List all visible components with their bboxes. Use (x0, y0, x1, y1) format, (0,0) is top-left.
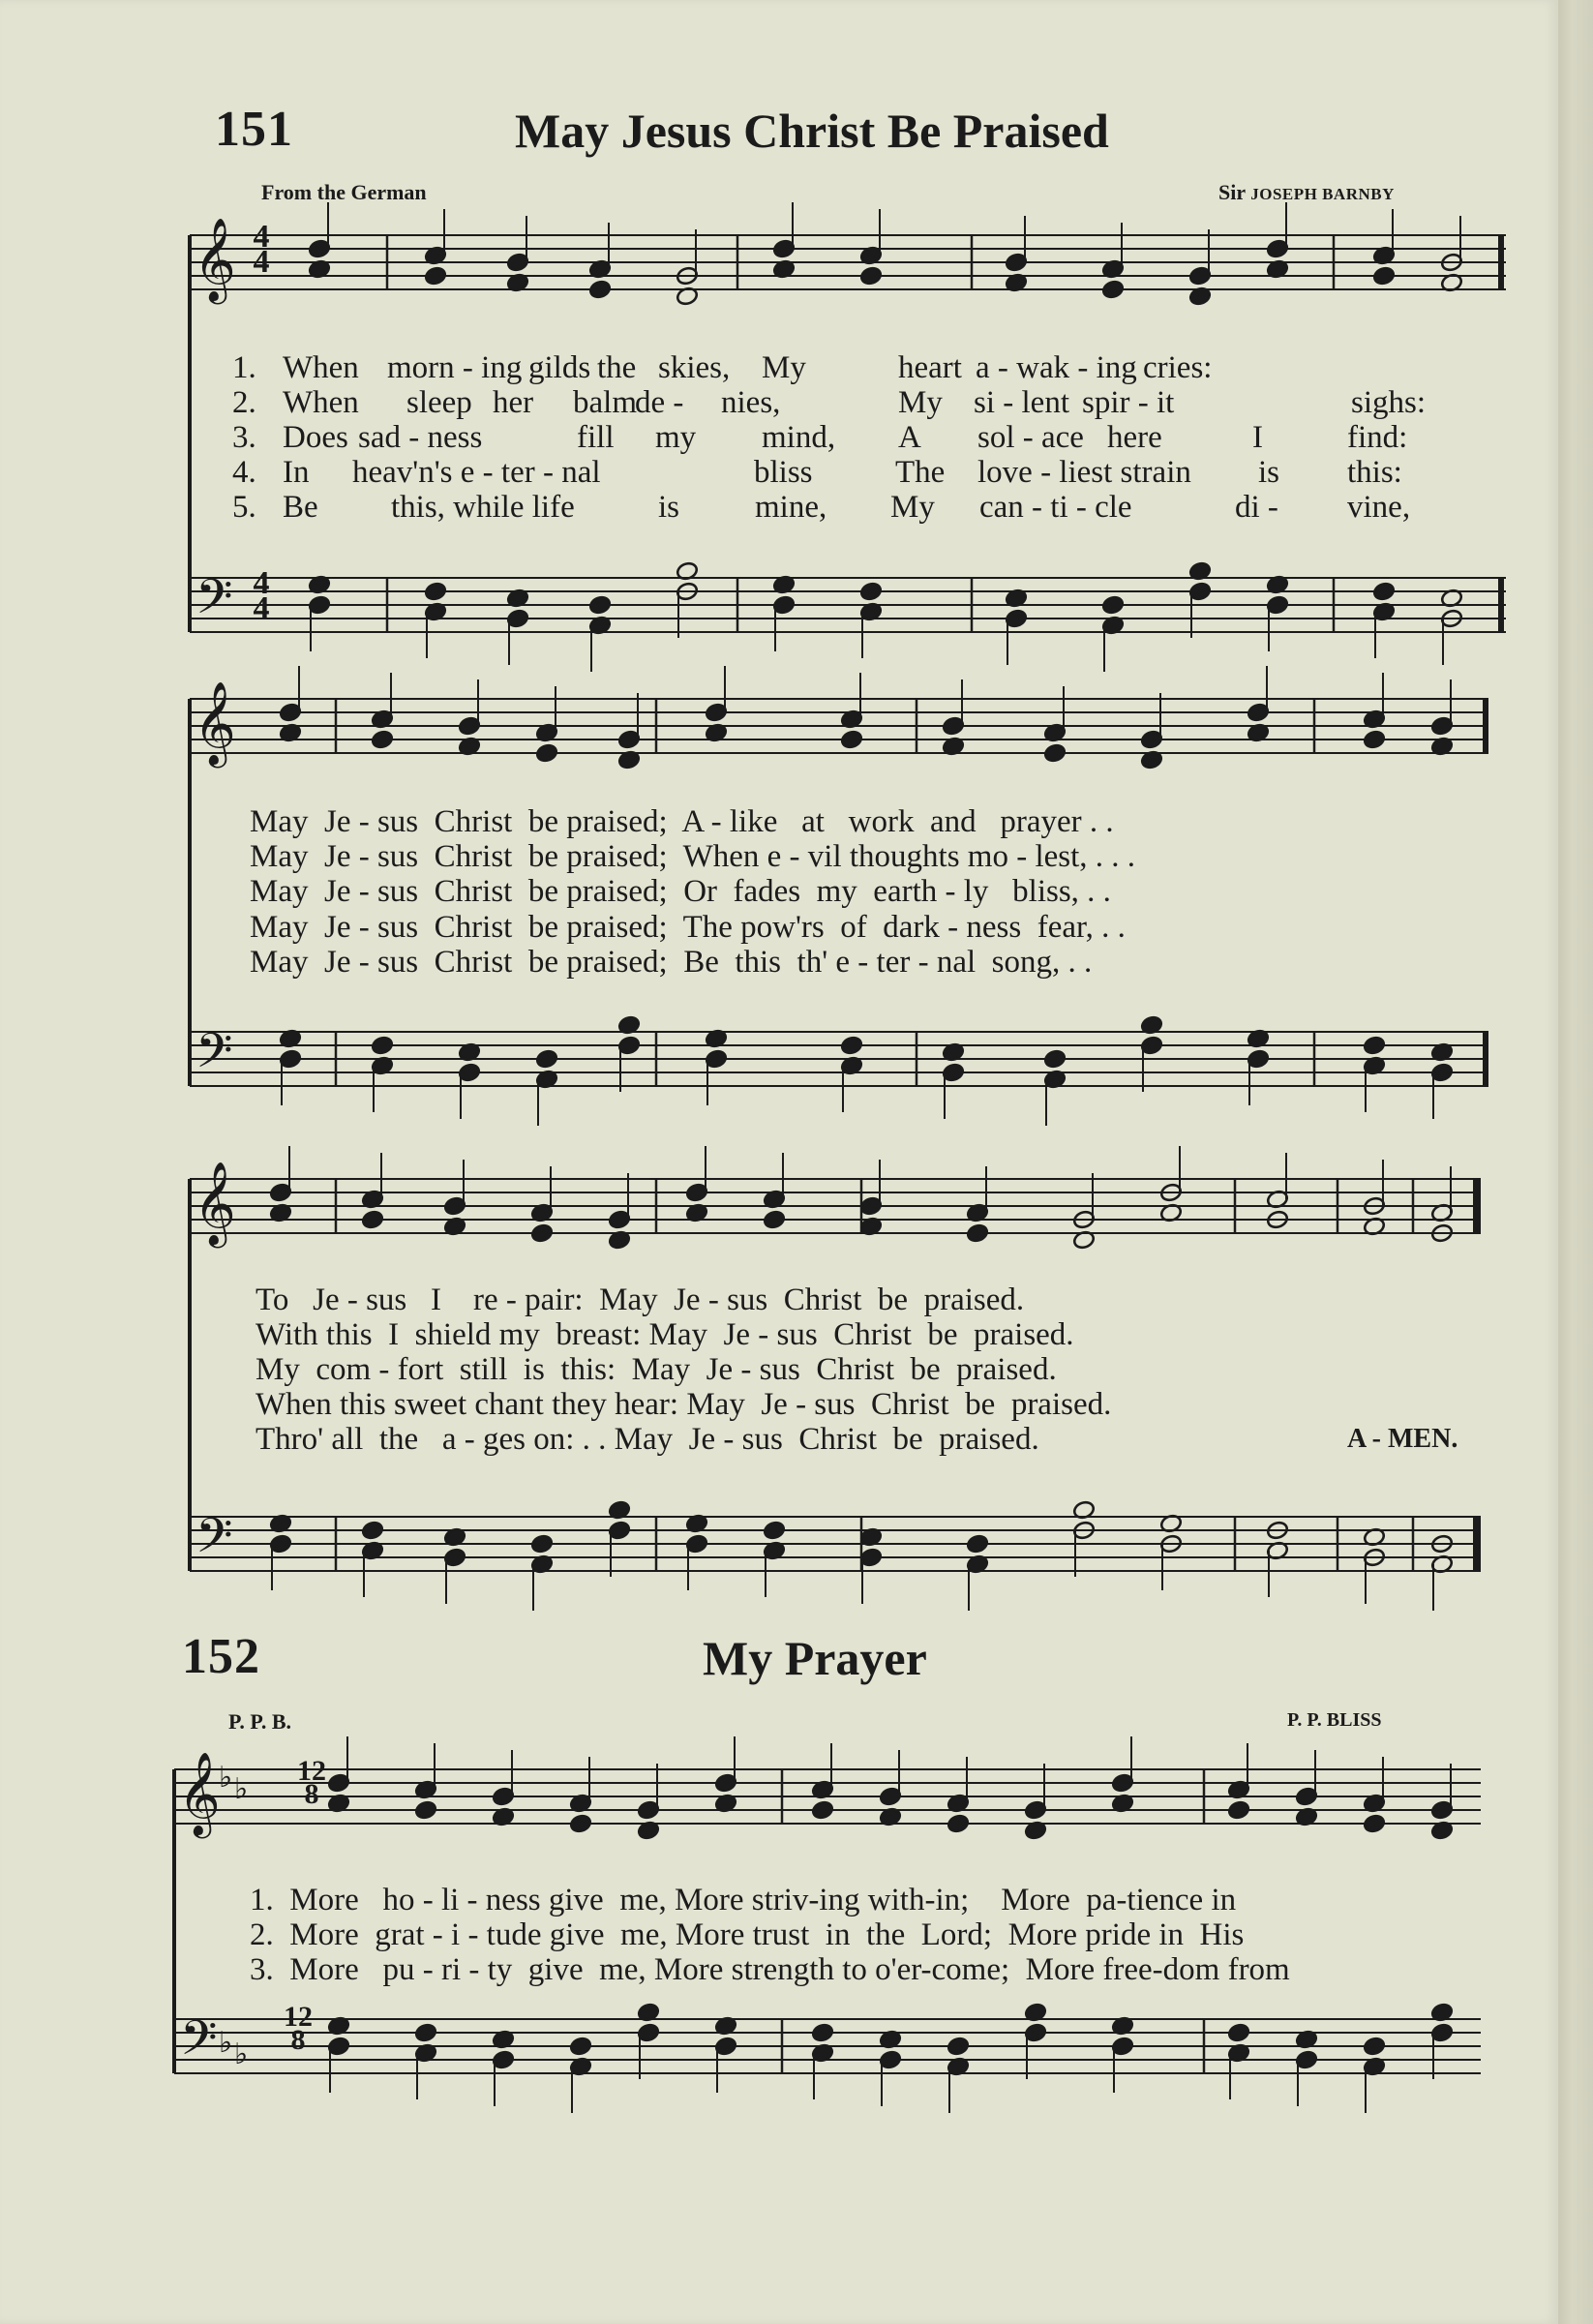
verse-number: 1. (232, 350, 256, 385)
lyric-syllable: vine, (1347, 490, 1411, 525)
lyric-syllable: find: (1347, 420, 1408, 455)
treble-clef: 𝄞 (194, 1162, 236, 1245)
alto-note (859, 266, 883, 287)
lyric-syllable: a - wak - ing (976, 350, 1137, 385)
flat-sign: ♭ (234, 1772, 249, 1806)
tenor-note (763, 1521, 786, 1541)
music-credit-prefix: Sir (1218, 180, 1251, 204)
verse-line: To Je - sus I re - pair: May Je - sus Christ be praised. (255, 1283, 1025, 1317)
lyric-syllable: morn - ing (387, 350, 523, 385)
lyric-syllable: de - (635, 385, 684, 420)
flat-sign: ♭ (219, 1761, 233, 1795)
system-end-bar (1498, 578, 1504, 632)
alto-note (947, 1814, 970, 1834)
tenor-note (947, 2037, 970, 2057)
alto-note (1043, 743, 1067, 764)
bass-time-signature-152 (281, 2001, 316, 2056)
lyric-syllable: si - lent (974, 385, 1069, 420)
verse-line: May Je - sus Christ be praised; Be this th' e - ter - nal song, . . (250, 945, 1093, 980)
lyric-syllable: is (658, 490, 680, 525)
verse-line: May Je - sus Christ be praised; A - like at work and prayer . . (250, 804, 1114, 839)
verse-line: May Je - sus Christ be praised; Or fades my earth - ly bliss, . . (250, 874, 1111, 909)
treble-clef: 𝄞 (194, 681, 236, 765)
lyric-syllable: I (1252, 420, 1263, 455)
time-sig-top: 12 (284, 2001, 313, 2033)
lyric-syllable: nies, (721, 385, 781, 420)
tenor-note (535, 1049, 558, 1070)
alto-note (569, 1814, 592, 1834)
bass-clef: 𝄢 (195, 1023, 233, 1091)
lyric-syllable: my (655, 420, 697, 455)
lyric-syllable: In (283, 455, 310, 490)
verse-line: When this sweet chant they hear: May Je - sus Christ be praised. (255, 1387, 1112, 1422)
lyric-syllable: gilds (528, 350, 591, 385)
tenor-note (588, 595, 612, 616)
time-sig-top: 4 (253, 219, 270, 255)
lyric-syllable: My (762, 350, 806, 385)
hymn-152-number: 152 (182, 1629, 260, 1684)
alto-note (424, 266, 447, 287)
lyric-syllable: When (283, 350, 359, 385)
lyric-syllable: here (1107, 420, 1162, 455)
tenor-note (1363, 2037, 1386, 2057)
time-sig-bottom: 4 (253, 244, 270, 280)
tenor-note (1227, 2023, 1250, 2043)
bass-clef: 𝄢 (195, 569, 233, 637)
tenor-note (859, 582, 883, 602)
tenor-note (424, 582, 447, 602)
alto-note (414, 1800, 437, 1821)
hymn-151-title: May Jesus Christ Be Praised (515, 104, 1109, 158)
lyric-syllable: is (1258, 455, 1280, 490)
alto-note (840, 730, 863, 750)
system-end-bar (1498, 235, 1504, 289)
amen: A - MEN. (1347, 1424, 1458, 1454)
lyric-syllable: sighs: (1351, 385, 1427, 420)
alto-note (588, 280, 612, 300)
tenor-note (569, 2037, 592, 2057)
system-end-bar (1483, 699, 1488, 753)
lyric-syllable: balm (573, 385, 637, 420)
alto-note (530, 1223, 554, 1244)
alto-note (1363, 1814, 1386, 1834)
alto-note (1372, 266, 1396, 287)
bass-time-signature (249, 565, 274, 626)
verse-number: 4. (232, 455, 256, 490)
tenor-note (966, 1534, 989, 1554)
lyric-syllable: this, while life (391, 490, 575, 525)
flat-sign: ♭ (234, 2037, 249, 2071)
final-barline (1473, 1179, 1481, 1233)
tenor-note (1101, 595, 1125, 616)
lyric-syllable: fill (577, 420, 615, 455)
verse-line: May Je - sus Christ be praised; The pow'rs of dark - ness fear, . . (250, 910, 1126, 945)
verse-line: 2. More grat - i - tude give me, More trust in the Lord; More pride in His (250, 1917, 1245, 1952)
alto-note (535, 743, 558, 764)
time-sig-bottom: 8 (290, 2024, 306, 2056)
tenor-note (530, 1534, 554, 1554)
lyric-syllable: The (895, 455, 946, 490)
lyric-syllable: Be (283, 490, 318, 525)
alto-note (1101, 280, 1125, 300)
lyric-syllable: skies, (658, 350, 731, 385)
treble-time-signature-152 (294, 1755, 329, 1810)
hymn-152-title: My Prayer (703, 1631, 927, 1685)
treble-clef: 𝄞 (178, 1752, 221, 1835)
tenor-note (811, 2023, 834, 2043)
lyric-syllable: cries: (1143, 350, 1213, 385)
hymn-151-number: 151 (215, 102, 293, 157)
time-sig-bottom: 8 (304, 1778, 319, 1810)
treble-clef: 𝄞 (194, 218, 236, 301)
tenor-note (1363, 1036, 1386, 1056)
lyric-syllable: spir - it (1082, 385, 1175, 420)
lyric-syllable: mind, (762, 420, 836, 455)
lyric-syllable: My (890, 490, 935, 525)
verse-number: 2. (232, 385, 256, 420)
verse-number: 5. (232, 490, 256, 525)
lyric-syllable: Does (283, 420, 348, 455)
bass-clef: 𝄢 (180, 2010, 218, 2078)
bass-clef: 𝄢 (195, 1508, 233, 1576)
verse-line: 1. More ho - li - ness give me, More striv-ing with-in; More pa-tience in (250, 1883, 1237, 1917)
final-barline (1473, 1517, 1481, 1571)
tenor-note (414, 2023, 437, 2043)
alto-note (763, 1210, 786, 1230)
alto-note (361, 1210, 384, 1230)
hymn-151-words-credit: From the German (261, 180, 427, 204)
lyric-syllable: A (898, 420, 921, 455)
lyric-syllable: her (493, 385, 534, 420)
verse-line: Thro' all the a - ges on: . . May Je - sus Christ be praised. (255, 1422, 1039, 1457)
verse-line: 3. More pu - ri - ty give me, More strength to o'er-come; More free-dom from (250, 1952, 1290, 1987)
alto-note (811, 1800, 834, 1821)
lyric-syllable: this: (1347, 455, 1402, 490)
alto-note (371, 730, 394, 750)
alto-note (1227, 1800, 1250, 1821)
system-end-bar (1483, 1032, 1488, 1086)
lyric-syllable: sleep (406, 385, 472, 420)
lyric-syllable: My (898, 385, 943, 420)
lyric-syllable: bliss (754, 455, 813, 490)
time-sig-bottom: 4 (253, 590, 270, 626)
verse-line: May Je - sus Christ be praised; When e - vil thoughts mo - lest, . . . (250, 839, 1136, 874)
lyric-syllable: sad - ness (358, 420, 483, 455)
verse-line: My com - fort still is this: May Je - sus Christ be praised. (255, 1352, 1057, 1387)
lyric-syllable: When (283, 385, 359, 420)
verse-line: With this I shield my breast: May Je - sus Christ be praised. (255, 1317, 1074, 1352)
hymn-152-music-credit: P. P. BLISS (1287, 1709, 1382, 1731)
lyric-syllable: love - liest strain (977, 455, 1191, 490)
lyric-syllable: mine, (755, 490, 827, 525)
alto-note (966, 1223, 989, 1244)
tenor-note (371, 1036, 394, 1056)
alto-note (1363, 730, 1386, 750)
tenor-note (840, 1036, 863, 1056)
verse-number: 3. (232, 420, 256, 455)
flat-sign: ♭ (219, 2026, 233, 2060)
lyric-syllable: di - (1235, 490, 1278, 525)
lyric-syllable: heav'n's e - ter - nal (352, 455, 601, 490)
music-credit-name: JOSEPH BARNBY (1250, 185, 1395, 203)
tenor-note (1372, 582, 1396, 602)
treble-time-signature (249, 219, 274, 280)
tenor-note (361, 1521, 384, 1541)
time-sig-top: 12 (297, 1755, 326, 1787)
lyric-syllable: sol - ace (977, 420, 1084, 455)
page-gutter (1558, 0, 1593, 2324)
tenor-note (1043, 1049, 1067, 1070)
hymn-152-words-credit: P. P. B. (228, 1709, 292, 1734)
lyric-syllable: can - ti - cle (979, 490, 1132, 525)
lyric-syllable: the (597, 350, 637, 385)
lyric-syllable: heart (898, 350, 962, 385)
time-sig-top: 4 (253, 565, 270, 601)
